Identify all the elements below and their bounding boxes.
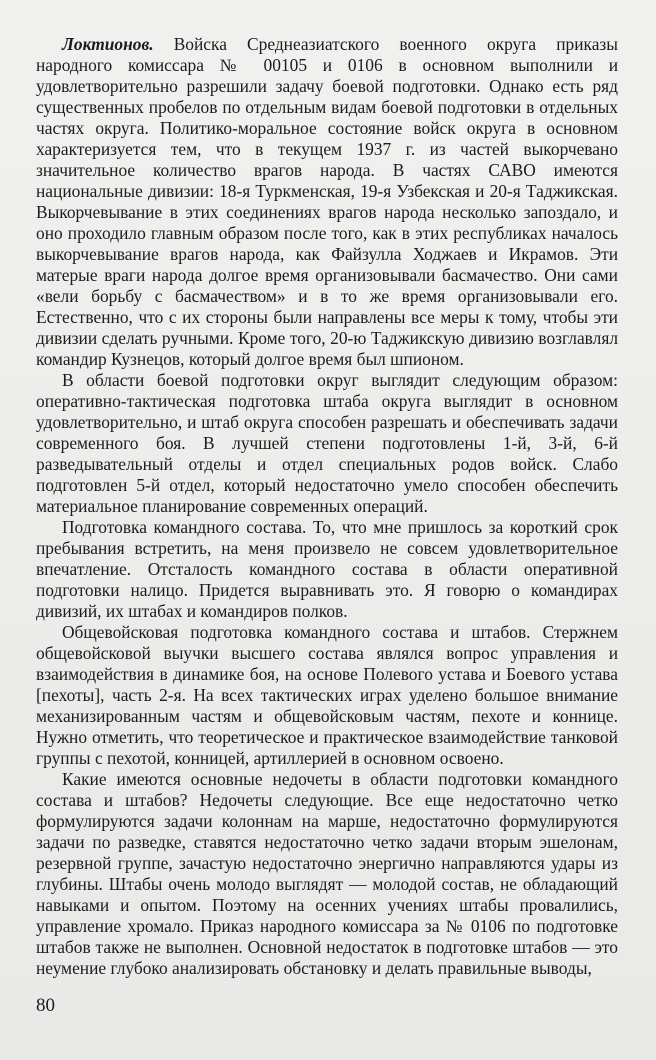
paragraph-1	[36, 34, 618, 370]
speaker-name: Локтионов.	[62, 34, 154, 54]
paragraph-3: Подготовка командного состава. То, что мне пришлось за короткий срок пребывания встретить, на меня произвело не совсем удовлетворительное впечатление. Отсталость командного состава в области оперативной подготовки налицо. Придется выравнивать это. Я говорю о командирах дивизий, их штабах и командиров полков.	[36, 517, 618, 621]
body-text	[36, 34, 618, 979]
page-number: 80	[36, 995, 55, 1016]
paragraph-1-text: Войска Среднеазиатского военного округа приказы народного комиссара № 00105 и 0106 в основном выполнили и удовлетворительно разрешили задачу боевой подготовки. Однако есть ряд существенных пробелов по отдельным видам боевой подготовки в отдельных частях округа. Политико-моральное состояние войск округа в основном характеризуется тем, что в текущем 1937 г. из частей выкорчевано значительное количество врагов народа. В частях САВО имеются национальные дивизии: 18-я Туркменская, 19-я Узбекская и 20-я Таджикская. Выкорчевывание в этих соединениях врагов народа несколько запоздало, и оно проходило главным образом после того, как в этих республиках началось выкорчевывание врагов народа, как Файзулла Ходжаев и Икрамов. Эти матерые враги народа долгое время организовывали басмачество. Они сами «вели борьбу с басмачеством» и в то же время организовывали его. Естественно, что с их стороны были направлены все меры к тому, чтобы эти дивизии сделать ручными. Кроме того, 20-ю Таджикскую дивизию возглавлял командир Кузнецов, который долгое время был шпионом.	[36, 34, 618, 369]
paragraph-2: В области боевой подготовки округ выглядит следующим образом: оперативно-тактическая подготовка штаба округа выглядит в основном удовлетворительно, и штаб округа способен разрешать и обеспечивать задачи современного боя. В лучшей степени подготовлены 1-й, 3-й, 6-й разведывательный отделы и отдел специальных родов войск. Слабо подготовлен 5-й отдел, который недостаточно умело способен обеспечить материальное планирование современных операций.	[36, 370, 618, 516]
paragraph-5: Какие имеются основные недочеты в области подготовки командного состава и штабов? Недочеты следующие. Все еще недостаточно четко формулируются задачи колоннам на марше, недостаточно формулируются задачи по разведке, ставятся недостаточно четко задачи вторым эшелонам, резервной группе, зачастую недостаточно энергично направляются удары из глубины. Штабы очень молодо выглядят — молодой состав, не обладающий навыками и опытом. Поэтому на осенних учениях штабы провалились, управление хромало. Приказ народного комиссара за № 0106 по подготовке штабов также не выполнен. Основной недостаток в подготовке штабов — это неумение глубоко анализировать обстановку и делать правильные выводы,	[36, 769, 618, 978]
paragraph-4: Общевойсковая подготовка командного состава и штабов. Стержнем общевойсковой выучки высшего состава являлся вопрос управления и взаимодействия в динамике боя, на основе Полевого устава и Боевого устава [пехоты], часть 2-я. На всех тактических играх уделено большое внимание механизированным частям и общевойсковым частям, пехоте и коннице. Нужно отметить, что теоретическое и практическое взаимодействие танковой группы с пехотой, конницей, артиллерией в основном освоено.	[36, 622, 618, 768]
